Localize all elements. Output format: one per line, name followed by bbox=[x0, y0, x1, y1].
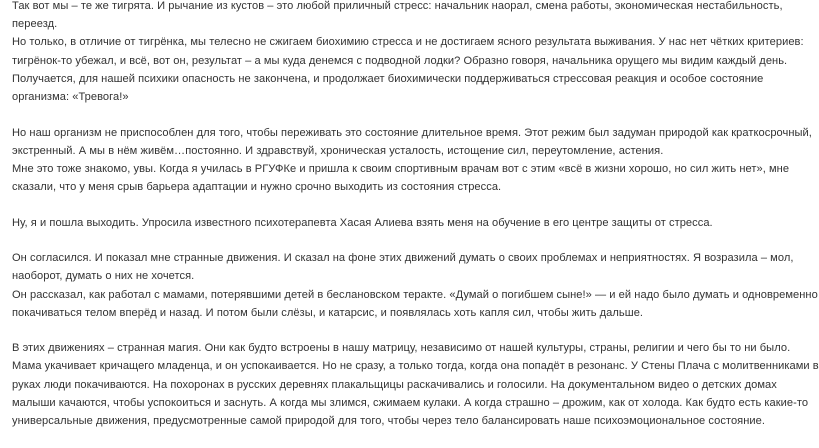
text-line: Но наш организм не приспособлен для того, чтобы переживать это состояние длительное время. Этот режим был задуман природой как краткосрочный, bbox=[12, 126, 812, 139]
article-body bbox=[12, 0, 819, 448]
paragraph bbox=[12, 214, 713, 232]
text-line: экстренный. А мы в нём живём…постоянно. И здравствуй, хроническая усталость, истощение сил, переутомление, астения. bbox=[12, 144, 664, 157]
text-line: универсальные движения, предусмотренные самой природой для того, чтобы через тело балансировать наше психоэмоциональное состояние. bbox=[12, 415, 765, 428]
paragraph bbox=[12, 124, 812, 197]
text-line: переезд. bbox=[12, 18, 58, 31]
text-line: Он рассказал, как работал с мамами, потерявшими детей в беслановском теракте. «Думай о погибшем сыне!» — и ей надо было думать и одновременно bbox=[12, 288, 818, 301]
text-line: Он согласился. И показал мне странные движения. И сказал на фоне этих движений думать о своих проблемах и неприятностях. Я возразила – мол, bbox=[12, 252, 794, 265]
text-line: Мне это тоже знакомо, увы. Когда я училась в РГУФКе и пришла к своим спортивным врачам вот с этим «всё в жизни хорошо, но сил жить нет», мне bbox=[12, 162, 790, 175]
text-line: Получается, для нашей психики опасность не закончена, и продолжает биохимически поддерживаться стрессовая реакция и особое состояние bbox=[12, 72, 764, 85]
text-line: наоборот, думать о них не хочется. bbox=[12, 270, 195, 283]
text-line: руках люди покачиваются. На похоронах в русских деревнях плакальщицы раскачивались и голосили. На документальном видео о детских домах bbox=[12, 378, 777, 391]
paragraph bbox=[12, 339, 819, 430]
text-line: сказали, что у меня срыв барьера адаптации и нужно срочно выходить из состояния стресса. bbox=[12, 181, 502, 194]
text-line: Так вот мы – те же тигрята. И рычание из кустов – это любой приличный стресс: начальник наорал, смена работы, экономическая нестабильность, bbox=[12, 0, 783, 12]
paragraph bbox=[12, 249, 818, 322]
text-line: организма: «Тревога!» bbox=[12, 91, 129, 104]
text-line: покачиваться телом вперёд и назад. И потом были слёзы, и катарсис, и появлялась хоть капля сил, чтобы жить дальше. bbox=[12, 306, 644, 319]
text-line: Но только, в отличие от тигрёнка, мы телесно не сжигаем биохимию стресса и не достигаем ясного результата выживания. У нас нет чётких критериев: bbox=[12, 36, 804, 49]
text-line: Мама укачивает кричащего младенца, и он успокаивается. Но не сразу, а только тогда, когда она попадёт в резонанс. У Стены Плача с молитвенниками в bbox=[12, 360, 819, 373]
text-line: тигрёнок-то убежал, и всё, вот он, результат – а мы куда денемся с подводной лодки? Образно говоря, начальника орущего мы видим каждый день. bbox=[12, 54, 788, 67]
text-line: В этих движениях – странная магия. Они как будто встроены в нашу матрицу, независимо от нашей культуры, страны, религии и чего бы то ни было. bbox=[12, 342, 791, 355]
text-line: малыши качаются, чтобы успокоиться и заснуть. А когда мы злимся, сжимаем кулаки. А когда страшно – дрожим, как от холода. Как будто есть какие-то bbox=[12, 396, 809, 409]
text-line: Ну, я и пошла выходить. Упросила известного психотерапевта Хасая Алиева взять меня на обучение в его центре защиты от стресса. bbox=[12, 216, 713, 229]
paragraph bbox=[12, 0, 804, 106]
